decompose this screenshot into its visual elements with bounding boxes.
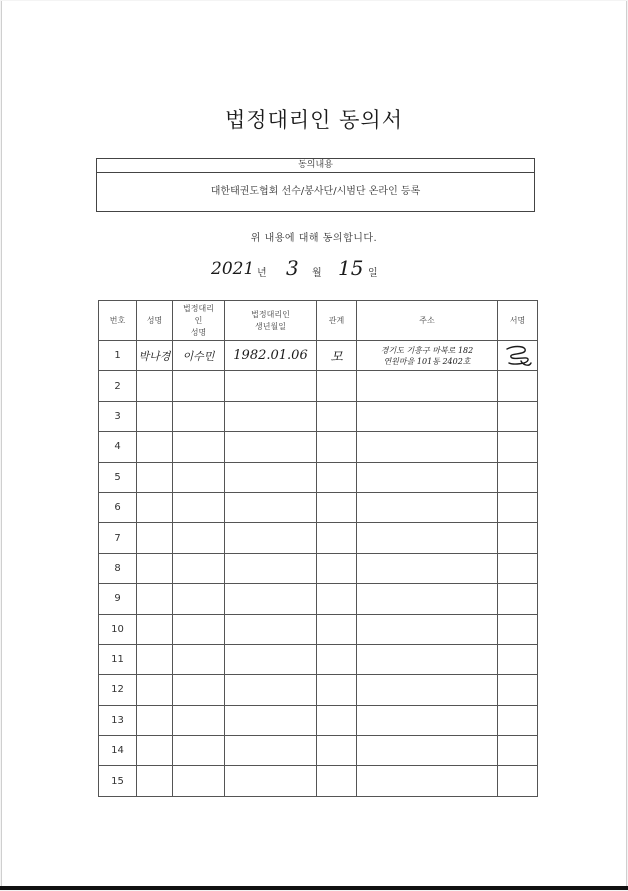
row-address [357,675,498,705]
table-row [99,675,538,705]
header-guardian-name-line1: 법정대리 [183,303,214,313]
row-relation [317,584,357,614]
table-row [99,614,538,644]
header-relation: 관계 [317,301,357,341]
row-relation [317,492,357,522]
agreement-statement: 위 내용에 대해 동의합니다. [250,233,378,244]
row-no: 7 [99,523,137,553]
row-no: 3 [99,401,137,431]
row-relation [317,675,357,705]
header-guardian-name-line2: 인 [194,315,203,325]
row-relation [317,644,357,674]
row-guardian-name [173,401,225,431]
row-address [357,766,498,797]
header-no: 번호 [99,301,137,341]
row-address [357,523,498,553]
row-name [137,584,173,614]
row-signature [498,341,538,371]
row-name [137,675,173,705]
row-address [357,614,498,644]
row-name [137,462,173,492]
table-row [99,766,538,797]
row-no: 8 [99,553,137,583]
date-year-unit: 년 [257,268,267,279]
row-relation [317,705,357,735]
row-signature [498,705,538,735]
row-name [137,705,173,735]
row-guardian-name [173,371,225,401]
row-signature [498,553,538,583]
row-no: 15 [99,766,137,797]
row-signature [498,644,538,674]
row-guardian-name: 이수민 [173,341,225,371]
header-guardian-name-line3: 성명 [190,327,207,337]
row-no: 4 [99,432,137,462]
table-row [99,705,538,735]
row-guardian-name [173,736,225,766]
row-no: 2 [99,371,137,401]
row-signature [498,736,538,766]
row-name [137,401,173,431]
row-address-line2: 연원마을 101동 2402호 [383,356,471,366]
date-row [0,256,628,286]
row-guardian-name [173,584,225,614]
row-guardian-birth [225,553,317,583]
table-row [99,401,538,431]
row-name [137,766,173,797]
row-guardian-name [173,675,225,705]
row-guardian-birth [225,584,317,614]
row-guardian-birth [225,401,317,431]
row-signature [498,432,538,462]
row-no: 12 [99,675,137,705]
row-guardian-birth [225,675,317,705]
row-address [357,492,498,522]
row-signature [498,523,538,553]
table-row [99,584,538,614]
table-header-row [99,301,538,341]
row-name [137,432,173,462]
row-relation [317,401,357,431]
row-no: 10 [99,614,137,644]
row-guardian-birth [225,766,317,797]
row-guardian-name [173,705,225,735]
row-guardian-name [173,492,225,522]
table-row [99,462,538,492]
row-no: 14 [99,736,137,766]
row-address [357,736,498,766]
row-relation [317,736,357,766]
row-signature [498,371,538,401]
header-address: 주소 [357,301,498,341]
row-address-line1: 경기도 기흥구 마북로 182 [380,345,474,355]
row-guardian-name [173,523,225,553]
row-name [137,371,173,401]
row-name [137,644,173,674]
row-no: 5 [99,462,137,492]
row-name [137,736,173,766]
row-name [137,553,173,583]
row-no: 1 [99,341,137,371]
row-guardian-birth [225,371,317,401]
table-row [99,492,538,522]
table-row [99,432,538,462]
row-address [357,705,498,735]
row-no: 6 [99,492,137,522]
document-title: 법정대리인 동의서 [225,108,403,132]
date-month: 3 [286,256,299,280]
row-signature [498,492,538,522]
row-name: 박나경 [137,341,173,371]
row-signature [498,614,538,644]
row-relation [317,614,357,644]
row-relation [317,553,357,583]
row-relation [317,371,357,401]
table-row [99,523,538,553]
row-address [357,401,498,431]
row-guardian-birth [225,705,317,735]
header-guardian-birth-line1: 법정대리인 [251,309,290,319]
date-month-unit: 월 [312,268,322,279]
row-address [357,341,498,371]
row-guardian-birth [225,523,317,553]
row-guardian-name [173,644,225,674]
row-guardian-name [173,766,225,797]
row-relation [317,462,357,492]
table-row [99,736,538,766]
row-guardian-birth [225,462,317,492]
row-guardian-name [173,432,225,462]
header-name: 성명 [137,301,173,341]
row-name [137,523,173,553]
guardian-table [98,300,538,797]
page-bottom-edge [0,886,628,890]
table-row [99,644,538,674]
row-address [357,553,498,583]
row-address [357,462,498,492]
row-guardian-birth [225,432,317,462]
table-row [99,371,538,401]
row-name [137,614,173,644]
row-address [357,644,498,674]
table-row [99,341,538,371]
row-relation [317,766,357,797]
row-guardian-birth [225,644,317,674]
row-address [357,584,498,614]
header-guardian-birth-line2: 생년월일 [255,321,286,331]
row-no: 13 [99,705,137,735]
row-signature [498,401,538,431]
row-address [357,371,498,401]
row-relation: 모 [317,341,357,371]
row-guardian-birth: 1982.01.06 [225,341,317,371]
row-name [137,492,173,522]
row-signature [498,766,538,797]
row-no: 9 [99,584,137,614]
date-year: 2021 [211,259,255,279]
row-signature [498,675,538,705]
row-guardian-birth [225,492,317,522]
header-signature: 서명 [498,301,538,341]
row-guardian-name [173,614,225,644]
consent-box [96,158,535,212]
row-signature [498,462,538,492]
header-guardian-birth [225,301,317,341]
row-guardian-name [173,553,225,583]
row-relation [317,432,357,462]
date-day: 15 [338,256,364,280]
header-guardian-name [173,301,225,341]
row-relation [317,523,357,553]
row-guardian-name [173,462,225,492]
row-guardian-birth [225,614,317,644]
row-address [357,432,498,462]
signature-scribble [501,343,535,369]
row-no: 11 [99,644,137,674]
table-row [99,553,538,583]
date-day-unit: 일 [368,268,378,279]
row-signature [498,584,538,614]
row-guardian-birth [225,736,317,766]
consent-body: 대한태권도협회 선수/봉사단/시범단 온라인 등록 [210,186,421,197]
consent-header: 동의내용 [97,159,534,173]
